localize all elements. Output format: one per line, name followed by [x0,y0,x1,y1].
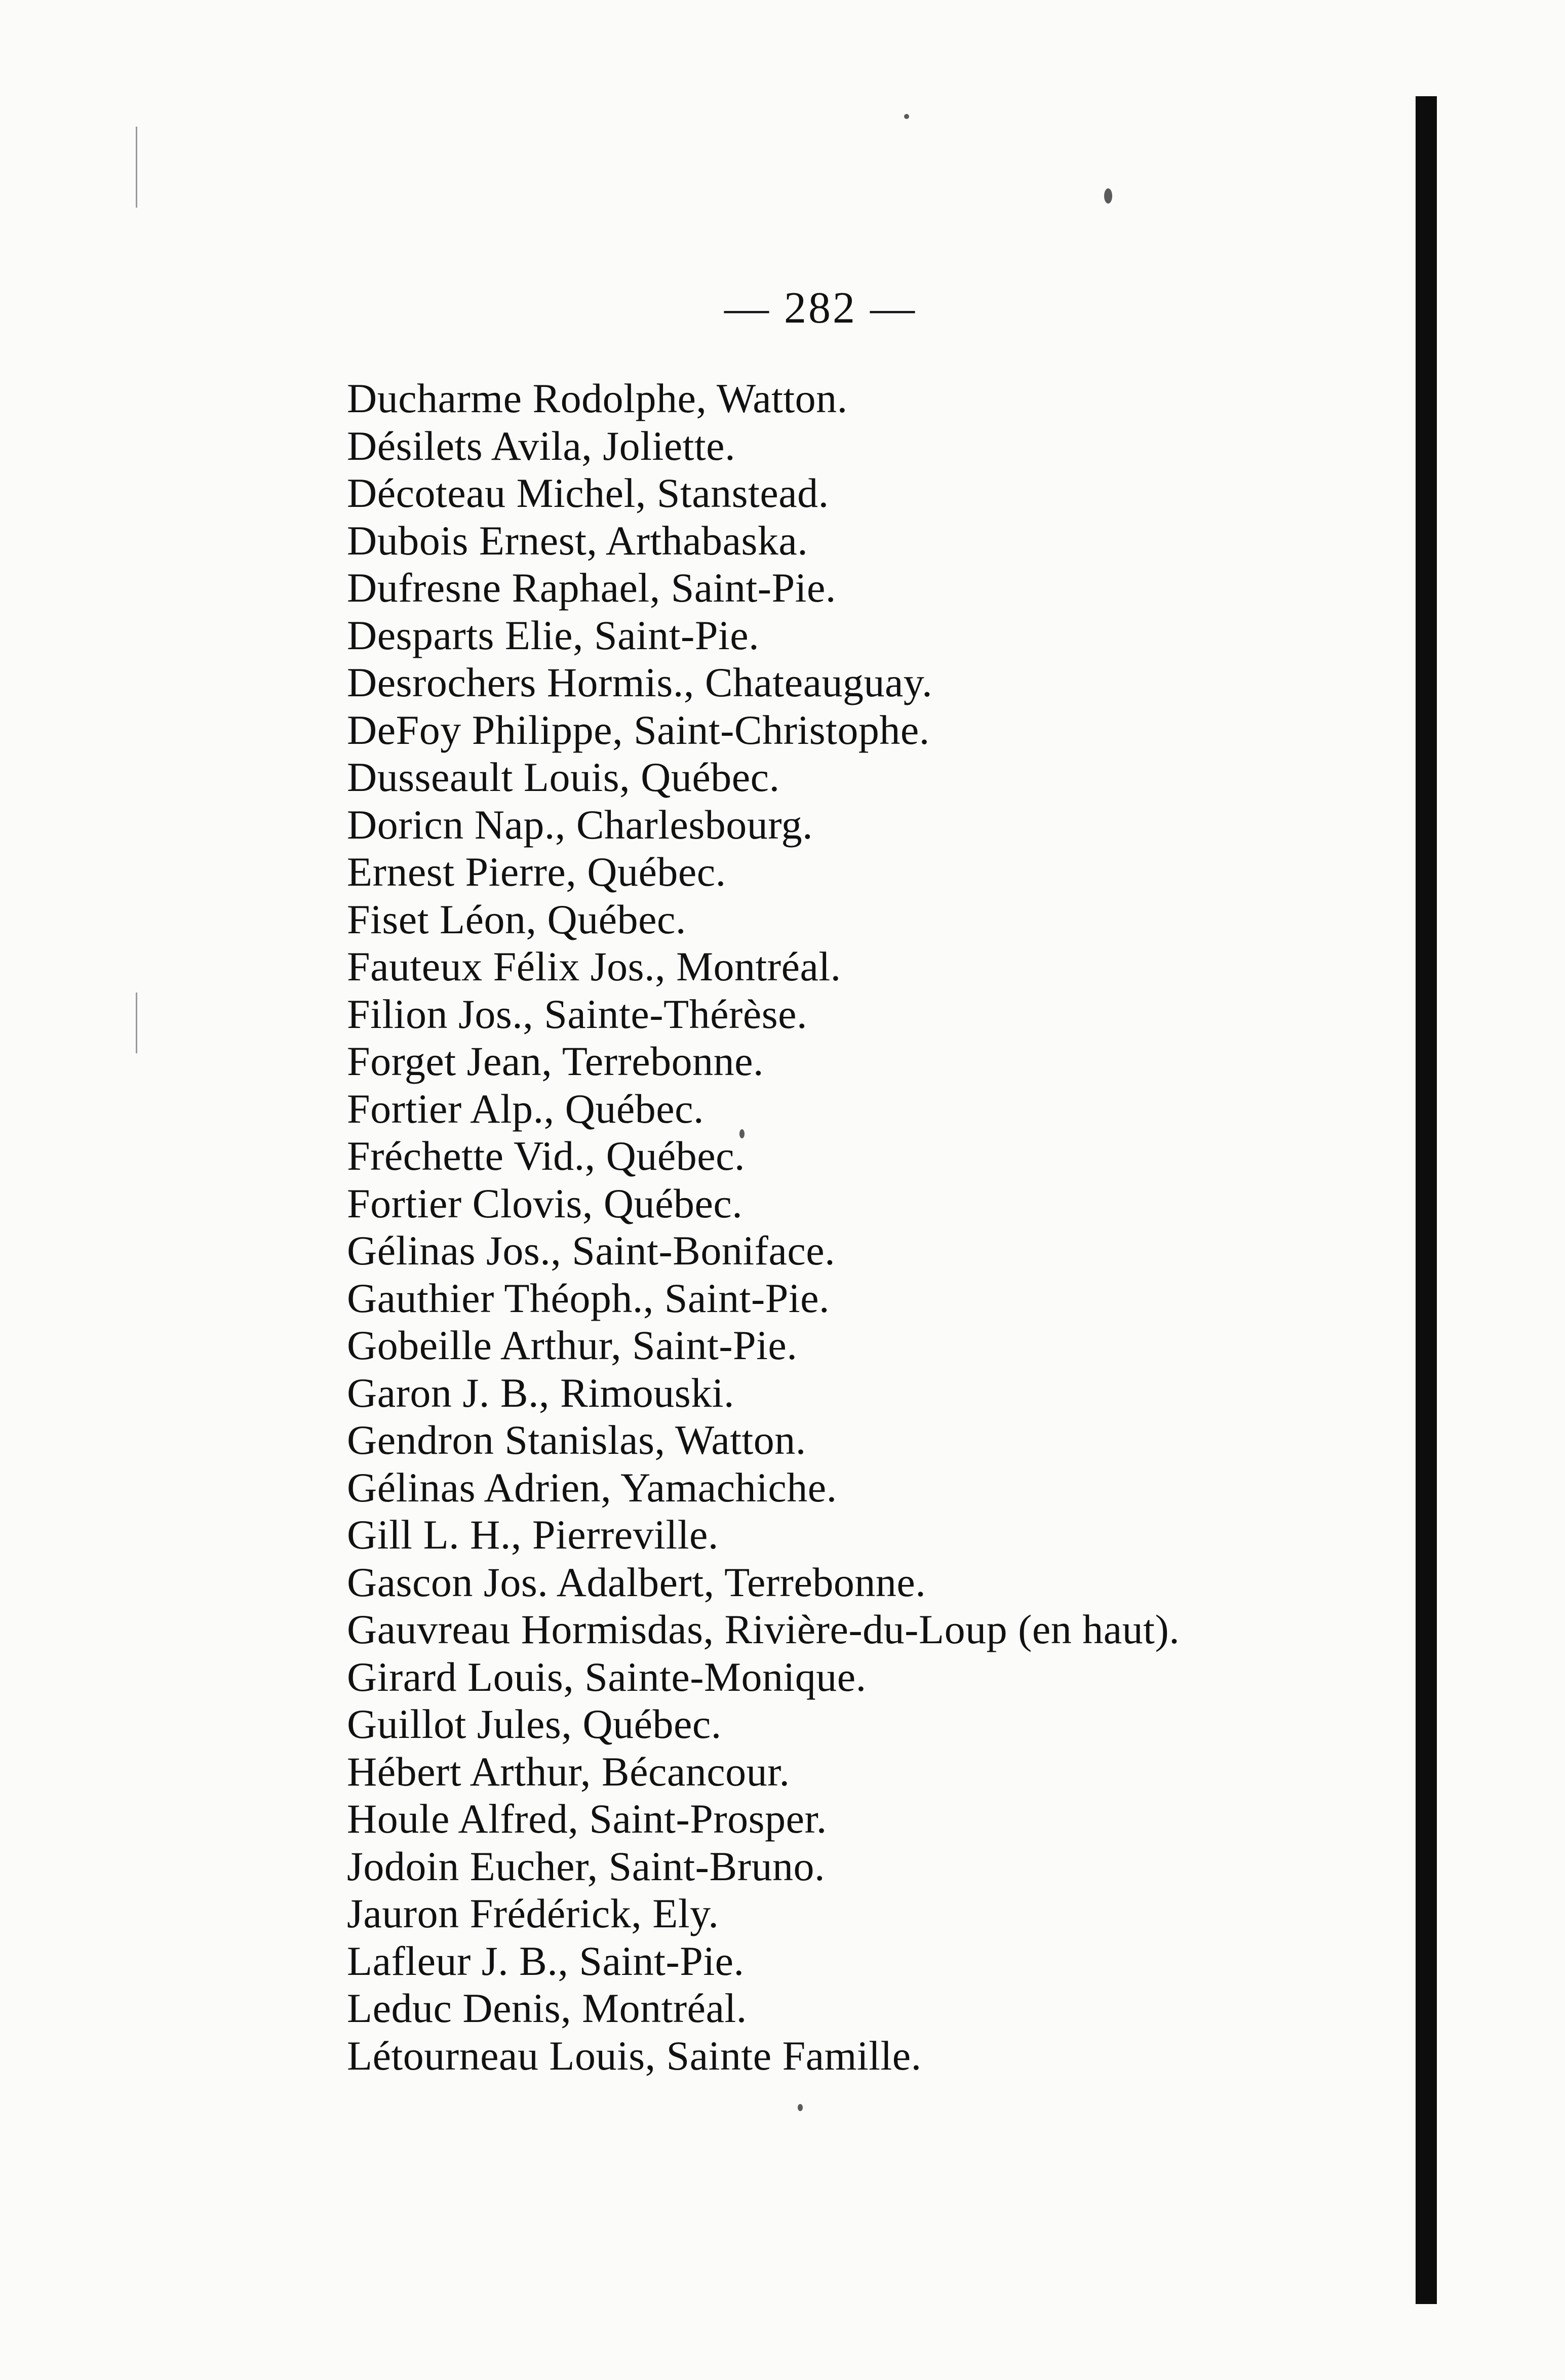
list-item: Lafleur J. B., Saint-Pie. [347,1937,745,1984]
list-item: Gascon Jos. Adalbert, Terrebonne. [347,1559,926,1605]
list-item: Ernest Pierre, Québec. [347,849,726,895]
list-item: Jodoin Eucher, Saint-Bruno. [347,1843,825,1889]
list-item: Jauron Frédérick, Ely. [347,1890,719,1936]
list-item: Gélinas Jos., Saint-Boniface. [347,1227,836,1274]
list-item: Fauteux Félix Jos., Montréal. [347,943,841,989]
ink-speck [1104,188,1112,204]
list-item: Leduc Denis, Montréal. [347,1985,747,2031]
list-item: Gauthier Théoph., Saint-Pie. [347,1275,830,1321]
ink-speck [798,2104,803,2111]
list-item: Gauvreau Hormisdas, Rivière-du-Loup (en haut). [347,1606,1180,1652]
list-item: Ducharme Rodolphe, Watton. [347,375,848,421]
list-item: Désilets Avila, Joliette. [347,422,736,469]
page-number: — 282 — [724,284,917,333]
list-item: Hébert Arthur, Bécancour. [347,1748,790,1795]
scan-edge-mark [136,993,137,1053]
list-item: Forget Jean, Terrebonne. [347,1038,764,1084]
list-item: Fréchette Vid., Québec. [347,1133,746,1179]
list-item: Doricn Nap., Charlesbourg. [347,801,813,848]
list-item: Guillot Jules, Québec. [347,1701,722,1747]
list-item: Décoteau Michel, Stanstead. [347,470,829,516]
list-item: Dusseault Louis, Québec. [347,754,780,800]
list-item: Fortier Clovis, Québec. [347,1180,743,1226]
list-item: Dufresne Raphael, Saint-Pie. [347,565,836,611]
scan-edge-mark [136,127,137,208]
list-item: Garon J. B., Rimouski. [347,1369,734,1416]
list-item: Gill L. H., Pierreville. [347,1512,719,1558]
list-item: Desrochers Hormis., Chateauguay. [347,659,933,705]
list-item: Filion Jos., Sainte-Thérèse. [347,990,808,1037]
list-item: Houle Alfred, Saint-Prosper. [347,1796,827,1842]
binding-edge-bar [1416,96,1437,2304]
list-item: Fortier Alp., Québec. [347,1085,705,1132]
list-item: Fiset Léon, Québec. [347,896,686,942]
list-item: DeFoy Philippe, Saint-Christophe. [347,706,930,753]
list-item: Gendron Stanislas, Watton. [347,1417,806,1463]
list-item: Gélinas Adrien, Yamachiche. [347,1464,837,1511]
name-list [347,375,1180,2079]
list-item: Desparts Elie, Saint-Pie. [347,612,760,658]
list-item: Dubois Ernest, Arthabaska. [347,517,808,564]
ink-speck [904,114,909,119]
list-item: Gobeille Arthur, Saint-Pie. [347,1322,798,1368]
list-item: Létourneau Louis, Sainte Famille. [347,2032,922,2079]
list-item: Girard Louis, Sainte-Monique. [347,1653,867,1700]
